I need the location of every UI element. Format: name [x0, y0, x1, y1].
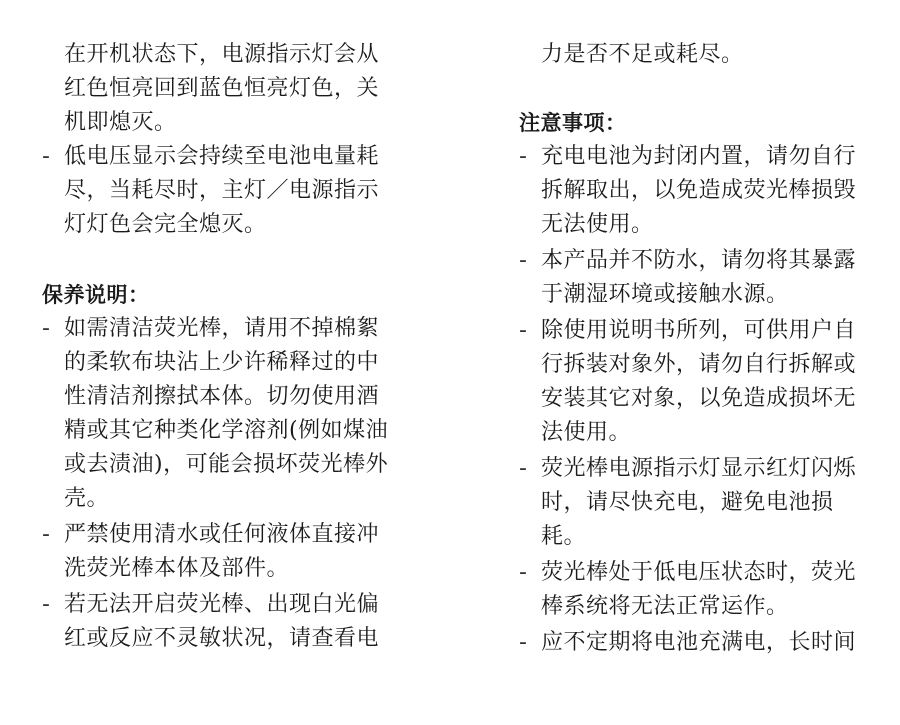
list-item-text: 如需清洁荧光棒，请用不掉棉絮的柔软布块沾上少许稀释过的中性清洁剂擦拭本体。切勿使用酒精或其它种类化学溶剂(例如煤油或去渍油)，可能会损坏荧光棒外壳。: [64, 316, 389, 511]
list-item: [519, 244, 869, 312]
list-item: [519, 556, 869, 624]
list-item-text: 若无法开启荧光棒、出现白光偏红或反应不灵敏状况，请查看电: [64, 592, 380, 651]
bullet-dash: -: [519, 630, 528, 655]
list-item-text: 除使用说明书所列，可供用户自行拆装对象外，请勿自行拆解或安装其它对象，以免造成损坏无法使用。: [541, 318, 857, 445]
bullet-dash: -: [519, 248, 528, 273]
list-item-text: 充电电池为封闭内置，请勿自行拆解取出，以免造成荧光棒损毁无法使用。: [541, 144, 857, 237]
list-item: [519, 626, 869, 660]
list-item-text: 应不定期将电池充满电，长时间: [541, 630, 857, 655]
list-item: [519, 452, 869, 554]
bullet-dash: -: [519, 318, 528, 343]
list-item: [42, 140, 392, 242]
left-column: [42, 38, 392, 658]
list-item: [519, 140, 869, 242]
list-item-text: 本产品并不防水，请勿将其暴露于潮湿环境或接触水源。: [541, 248, 857, 307]
bullet-dash: -: [519, 560, 528, 585]
list-item: [42, 518, 392, 586]
bullet-dash: -: [42, 316, 51, 341]
bullet-dash: -: [42, 522, 51, 547]
notes-heading: 注意事项：: [519, 111, 627, 135]
maintenance-heading: 保养说明：: [42, 283, 150, 307]
bullet-dash: -: [42, 592, 51, 617]
list-item: [42, 312, 392, 516]
intro-list: [42, 140, 392, 242]
list-item: [519, 314, 869, 450]
list-item-text: 严禁使用清水或任何液体直接冲洗荧光棒本体及部件。: [64, 522, 380, 581]
list-item-text: 荧光棒电源指示灯显示红灯闪烁时，请尽快充电，避免电池损耗。: [541, 456, 857, 549]
bullet-dash: -: [519, 456, 528, 481]
right-column: [519, 38, 869, 662]
bullet-dash: -: [42, 144, 51, 169]
intro-paragraph: 在开机状态下，电源指示灯会从红色恒亮回到蓝色恒亮灯色，关机即熄灭。: [64, 42, 380, 135]
list-item: [42, 588, 392, 656]
list-item-text: 荧光棒处于低电压状态时，荧光棒系统将无法正常运作。: [541, 560, 857, 619]
notes-list: [519, 140, 869, 660]
list-item-text: 低电压显示会持续至电池电量耗尽，当耗尽时，主灯／电源指示灯灯色会完全熄灭。: [64, 144, 380, 237]
maintenance-list: [42, 312, 392, 656]
continuation-paragraph: 力是否不足或耗尽。: [541, 42, 744, 67]
bullet-dash: -: [519, 144, 528, 169]
